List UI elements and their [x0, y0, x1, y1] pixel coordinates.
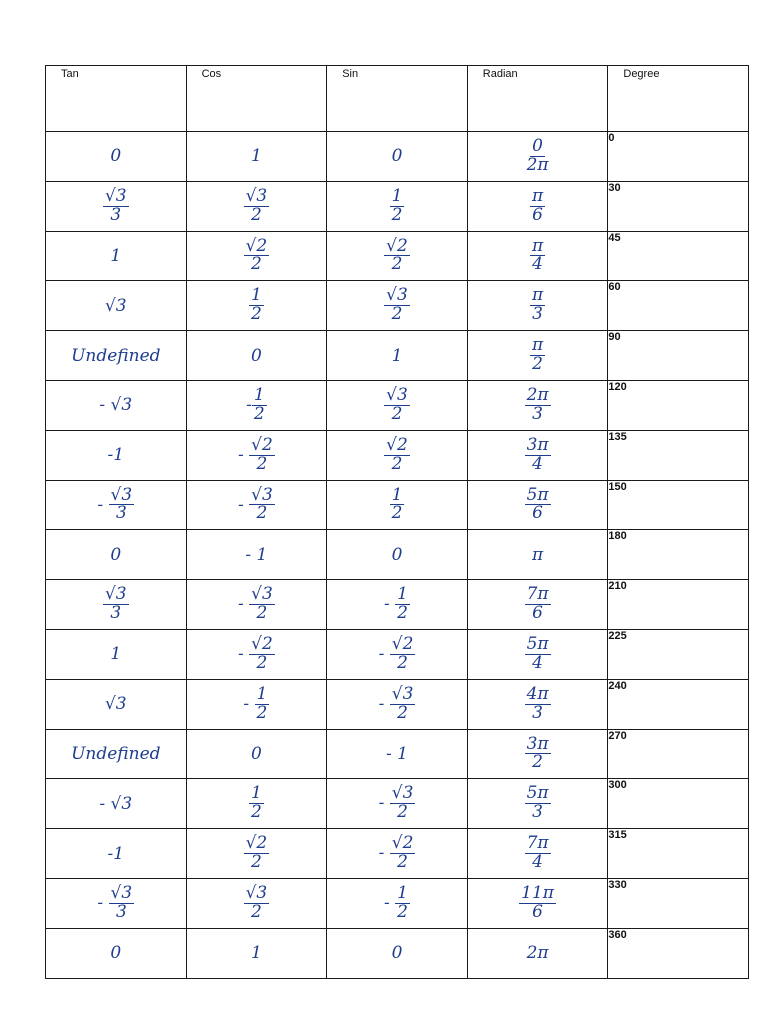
cell-radian: $\frac{\pi}{3}$ — [467, 281, 608, 331]
cell-sin: 0 — [327, 132, 468, 182]
cell-degree: 360 — [608, 928, 749, 978]
header-sin: Sin — [327, 66, 468, 132]
cell-sin: 0 — [327, 530, 468, 580]
cell-degree: 0 — [608, 132, 749, 182]
cell-sin: - $\frac{√3}{2}$ — [327, 779, 468, 829]
cell-radian: $\frac{3\pi}{4}$ — [467, 430, 608, 480]
cell-tan: -1 — [46, 430, 187, 480]
cell-degree: 270 — [608, 729, 749, 779]
header-radian: Radian — [467, 66, 608, 132]
table-row — [46, 480, 749, 530]
cell-radian: $\frac{5\pi}{4}$ — [467, 629, 608, 679]
cell-tan: -1 — [46, 829, 187, 879]
cell-sin: - $\frac{√2}{2}$ — [327, 629, 468, 679]
cell-degree: 225 — [608, 629, 749, 679]
table-body — [46, 132, 749, 979]
cell-sin: - $\frac{1}{2}$ — [327, 878, 468, 928]
header-row — [46, 66, 749, 132]
header-degree: Degree — [608, 66, 749, 132]
cell-tan: - $\frac{√3}{3}$ — [46, 480, 187, 530]
cell-radian: $\frac{0}{2\pi}$ — [467, 132, 608, 182]
cell-degree: 210 — [608, 580, 749, 630]
cell-radian: π — [467, 530, 608, 580]
table-row — [46, 530, 749, 580]
cell-cos: - $\frac{1}{2}$ — [186, 679, 327, 729]
table-row — [46, 580, 749, 630]
cell-tan: - √3 — [46, 779, 187, 829]
cell-sin: $\frac{√3}{2}$ — [327, 380, 468, 430]
cell-tan: - $\frac{√3}{3}$ — [46, 878, 187, 928]
cell-cos: $\frac{√2}{2}$ — [186, 231, 327, 281]
cell-tan: 0 — [46, 928, 187, 978]
table-row — [46, 679, 749, 729]
cell-cos: - $\frac{√2}{2}$ — [186, 430, 327, 480]
table-row — [46, 629, 749, 679]
cell-degree: 300 — [608, 779, 749, 829]
cell-radian: $\frac{2\pi}{3}$ — [467, 380, 608, 430]
cell-cos: - $\frac{√3}{2}$ — [186, 480, 327, 530]
cell-degree: 60 — [608, 281, 749, 331]
cell-tan: Undefined — [46, 729, 187, 779]
cell-cos: - $\frac{√2}{2}$ — [186, 629, 327, 679]
cell-sin: - $\frac{√2}{2}$ — [327, 829, 468, 879]
cell-cos: - $\frac{√3}{2}$ — [186, 580, 327, 630]
table-row — [46, 281, 749, 331]
cell-radian: $\frac{5\pi}{3}$ — [467, 779, 608, 829]
cell-sin: $\frac{1}{2}$ — [327, 480, 468, 530]
cell-radian: $\frac{7\pi}{6}$ — [467, 580, 608, 630]
cell-cos: $\frac{1}{2}$ — [186, 779, 327, 829]
cell-tan: - √3 — [46, 380, 187, 430]
cell-sin: - $\frac{1}{2}$ — [327, 580, 468, 630]
cell-cos: $\frac{√2}{2}$ — [186, 829, 327, 879]
cell-radian: $\frac{\pi}{2}$ — [467, 331, 608, 381]
header-tan: Tan — [46, 66, 187, 132]
cell-cos: $\frac{√3}{2}$ — [186, 878, 327, 928]
cell-cos: - 1 — [186, 530, 327, 580]
cell-sin: $\frac{√2}{2}$ — [327, 430, 468, 480]
cell-radian: 2π — [467, 928, 608, 978]
cell-sin: - $\frac{√3}{2}$ — [327, 679, 468, 729]
cell-cos: $\frac{1}{2}$ — [186, 281, 327, 331]
cell-degree: 45 — [608, 231, 749, 281]
cell-degree: 90 — [608, 331, 749, 381]
cell-degree: 135 — [608, 430, 749, 480]
cell-sin: 0 — [327, 928, 468, 978]
cell-sin: $\frac{√3}{2}$ — [327, 281, 468, 331]
cell-degree: 315 — [608, 829, 749, 879]
cell-tan: 1 — [46, 231, 187, 281]
cell-radian: $\frac{5\pi}{6}$ — [467, 480, 608, 530]
cell-sin: 1 — [327, 331, 468, 381]
header-cos: Cos — [186, 66, 327, 132]
cell-sin: - 1 — [327, 729, 468, 779]
cell-tan: 1 — [46, 629, 187, 679]
cell-radian: $\frac{7\pi}{4}$ — [467, 829, 608, 879]
cell-degree: 30 — [608, 181, 749, 231]
cell-tan: $\frac{√3}{3}$ — [46, 181, 187, 231]
cell-sin: $\frac{√2}{2}$ — [327, 231, 468, 281]
table-row — [46, 331, 749, 381]
table-row — [46, 181, 749, 231]
cell-cos: 0 — [186, 331, 327, 381]
table-row — [46, 928, 749, 978]
cell-cos: 0 — [186, 729, 327, 779]
cell-radian: $\frac{4\pi}{3}$ — [467, 679, 608, 729]
cell-tan: $\frac{√3}{3}$ — [46, 580, 187, 630]
cell-cos: 1 — [186, 928, 327, 978]
cell-degree: 240 — [608, 679, 749, 729]
cell-radian: $\frac{3\pi}{2}$ — [467, 729, 608, 779]
table-row — [46, 829, 749, 879]
cell-degree: 120 — [608, 380, 749, 430]
cell-sin: $\frac{1}{2}$ — [327, 181, 468, 231]
cell-radian: $\frac{11\pi}{6}$ — [467, 878, 608, 928]
cell-degree: 330 — [608, 878, 749, 928]
table-row — [46, 779, 749, 829]
table-row — [46, 132, 749, 182]
cell-tan: Undefined — [46, 331, 187, 381]
cell-tan: √3 — [46, 281, 187, 331]
table-row — [46, 430, 749, 480]
cell-cos: $\frac{√3}{2}$ — [186, 181, 327, 231]
cell-tan: 0 — [46, 530, 187, 580]
trig-values-table — [45, 65, 749, 979]
cell-cos: 1 — [186, 132, 327, 182]
cell-radian: $\frac{\pi}{4}$ — [467, 231, 608, 281]
table-row — [46, 878, 749, 928]
cell-tan: 0 — [46, 132, 187, 182]
table-row — [46, 231, 749, 281]
table-row — [46, 380, 749, 430]
cell-radian: $\frac{\pi}{6}$ — [467, 181, 608, 231]
cell-degree: 150 — [608, 480, 749, 530]
cell-cos: - $\frac{1}{2}$ — [186, 380, 327, 430]
cell-tan: √3 — [46, 679, 187, 729]
table-row — [46, 729, 749, 779]
cell-degree: 180 — [608, 530, 749, 580]
